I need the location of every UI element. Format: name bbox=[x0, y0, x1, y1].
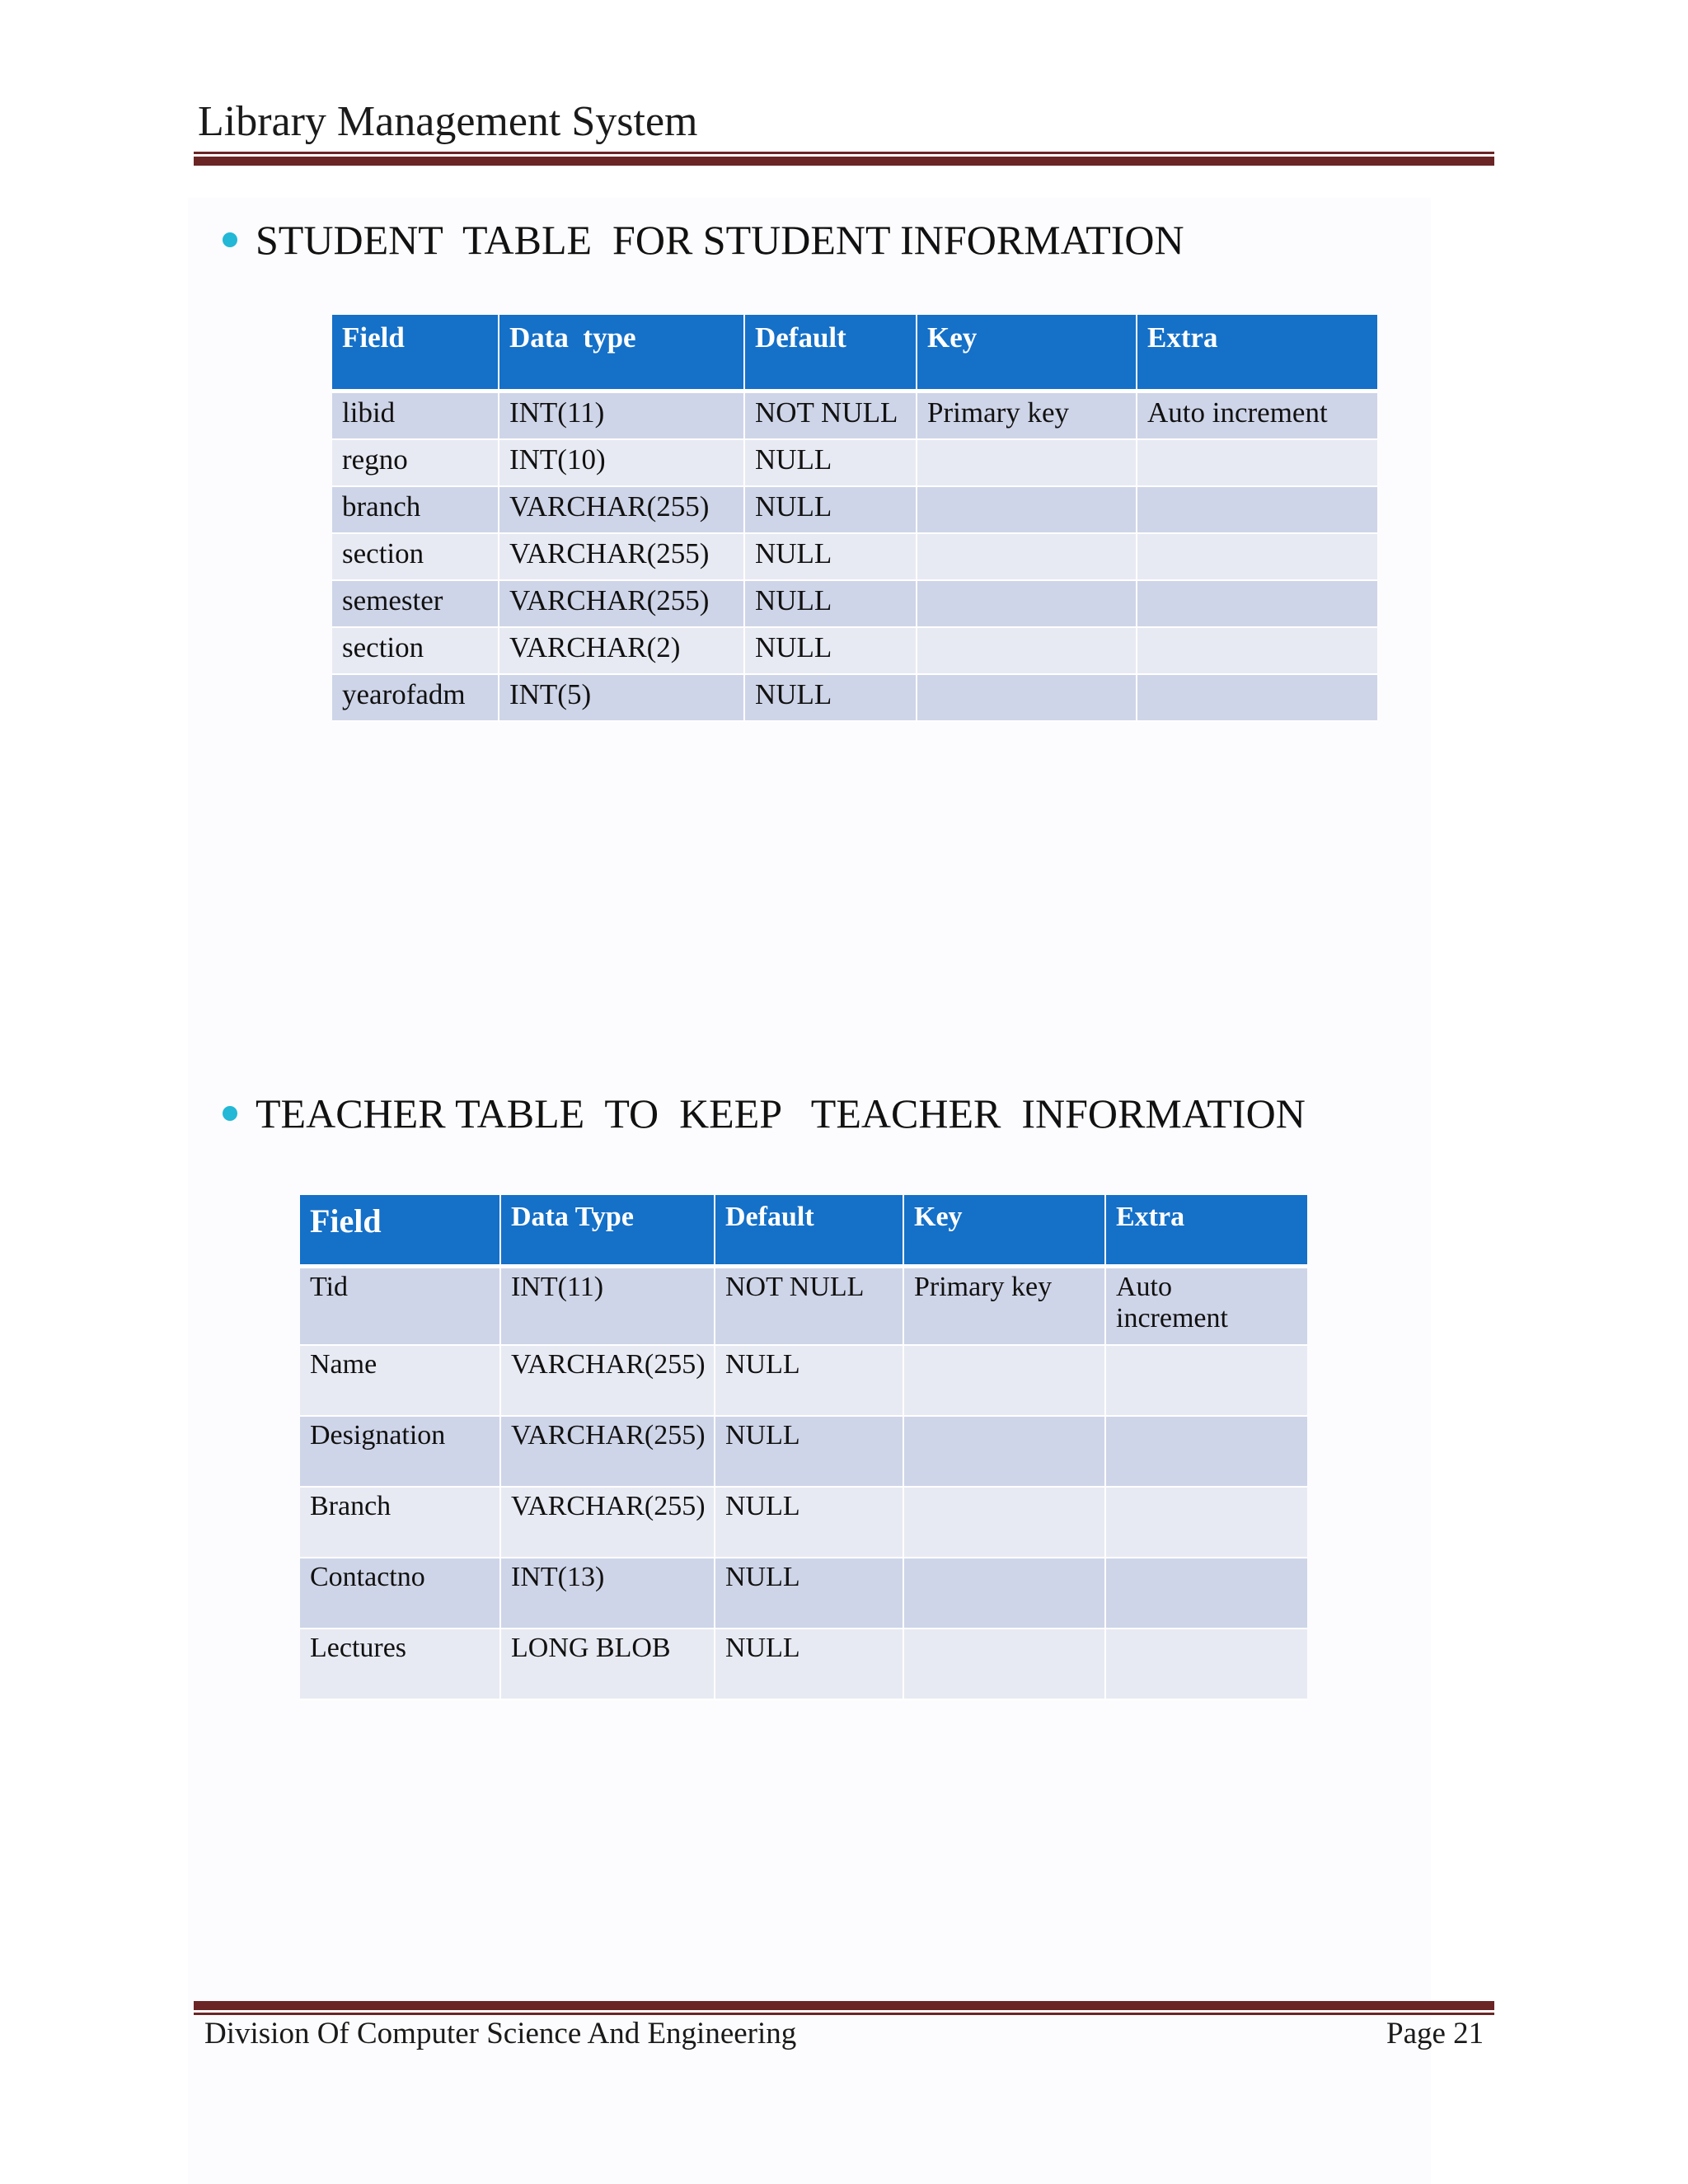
table-cell bbox=[1106, 1346, 1307, 1417]
table-cell: VARCHAR(255) bbox=[499, 581, 745, 628]
table-row bbox=[332, 628, 1377, 675]
column-header: Field bbox=[332, 315, 499, 393]
table-cell bbox=[917, 581, 1137, 628]
footer-division: Division Of Computer Science And Engineering bbox=[204, 2017, 797, 2050]
table-cell bbox=[917, 487, 1137, 534]
table-cell: Auto increment bbox=[1137, 393, 1377, 440]
table-row bbox=[300, 1417, 1307, 1488]
table-cell: Primary key bbox=[917, 393, 1137, 440]
table-cell: Name bbox=[300, 1346, 501, 1417]
table-cell: section bbox=[332, 628, 499, 675]
table-cell bbox=[1137, 675, 1377, 722]
table-cell bbox=[1137, 581, 1377, 628]
table-cell: NULL bbox=[745, 440, 917, 487]
student-table-header-row bbox=[332, 315, 1377, 393]
header-rule-thick bbox=[194, 157, 1494, 166]
table-cell: INT(13) bbox=[501, 1558, 715, 1629]
table-cell: yearofadm bbox=[332, 675, 499, 722]
footer-rule-thick bbox=[194, 2001, 1494, 2010]
table-cell bbox=[1106, 1629, 1307, 1700]
table-cell: INT(11) bbox=[499, 393, 745, 440]
table-cell: VARCHAR(255) bbox=[499, 487, 745, 534]
table-cell: branch bbox=[332, 487, 499, 534]
table-cell: NULL bbox=[715, 1417, 904, 1488]
table-row bbox=[332, 581, 1377, 628]
table-row bbox=[300, 1488, 1307, 1558]
table-cell: NULL bbox=[715, 1629, 904, 1700]
student-heading-text: STUDENT TABLE FOR STUDENT INFORMATION bbox=[256, 217, 1184, 263]
table-cell bbox=[917, 675, 1137, 722]
table-cell: NULL bbox=[745, 675, 917, 722]
bullet-icon bbox=[223, 1106, 237, 1121]
column-header: Field bbox=[300, 1195, 501, 1268]
teacher-table bbox=[300, 1195, 1307, 1700]
table-cell bbox=[1137, 487, 1377, 534]
table-row bbox=[332, 534, 1377, 581]
table-cell: Designation bbox=[300, 1417, 501, 1488]
table-cell: semester bbox=[332, 581, 499, 628]
teacher-heading-text: TEACHER TABLE TO KEEP TEACHER INFORMATION bbox=[256, 1090, 1306, 1137]
table-cell: Primary key bbox=[904, 1268, 1106, 1346]
table-cell bbox=[1137, 440, 1377, 487]
table-cell bbox=[917, 440, 1137, 487]
column-header: Extra bbox=[1106, 1195, 1307, 1268]
table-cell bbox=[1106, 1417, 1307, 1488]
column-header: Key bbox=[917, 315, 1137, 393]
page-title: Library Management System bbox=[198, 98, 698, 145]
table-cell: NOT NULL bbox=[715, 1268, 904, 1346]
table-row bbox=[300, 1558, 1307, 1629]
table-row bbox=[332, 487, 1377, 534]
table-cell bbox=[904, 1558, 1106, 1629]
header-rule-thin bbox=[194, 152, 1494, 154]
table-row bbox=[300, 1346, 1307, 1417]
table-cell: INT(5) bbox=[499, 675, 745, 722]
table-cell: regno bbox=[332, 440, 499, 487]
table-cell bbox=[904, 1629, 1106, 1700]
table-row bbox=[332, 440, 1377, 487]
column-header: Data type bbox=[499, 315, 745, 393]
table-cell bbox=[904, 1417, 1106, 1488]
table-cell: Lectures bbox=[300, 1629, 501, 1700]
table-cell: Branch bbox=[300, 1488, 501, 1558]
table-cell: VARCHAR(255) bbox=[501, 1417, 715, 1488]
teacher-table-header-row bbox=[300, 1195, 1307, 1268]
table-cell bbox=[1137, 534, 1377, 581]
page-number: Page 21 bbox=[1386, 2017, 1484, 2050]
table-cell: NULL bbox=[715, 1488, 904, 1558]
table-cell: NULL bbox=[745, 581, 917, 628]
table-cell: Tid bbox=[300, 1268, 501, 1346]
table-cell: Auto increment bbox=[1106, 1268, 1307, 1346]
table-cell bbox=[904, 1346, 1106, 1417]
column-header: Key bbox=[904, 1195, 1106, 1268]
table-cell bbox=[917, 534, 1137, 581]
column-header: Default bbox=[715, 1195, 904, 1268]
column-header: Default bbox=[745, 315, 917, 393]
table-cell: NOT NULL bbox=[745, 393, 917, 440]
table-cell: VARCHAR(255) bbox=[501, 1346, 715, 1417]
table-cell: NULL bbox=[745, 628, 917, 675]
table-cell: INT(10) bbox=[499, 440, 745, 487]
table-row bbox=[332, 675, 1377, 722]
bullet-icon bbox=[223, 232, 237, 247]
table-cell: LONG BLOB bbox=[501, 1629, 715, 1700]
table-cell: libid bbox=[332, 393, 499, 440]
table-cell bbox=[904, 1488, 1106, 1558]
table-cell bbox=[1137, 628, 1377, 675]
table-cell: VARCHAR(255) bbox=[501, 1488, 715, 1558]
table-row bbox=[332, 393, 1377, 440]
table-cell bbox=[1106, 1488, 1307, 1558]
teacher-section-heading bbox=[223, 1090, 1306, 1137]
table-cell: Contactno bbox=[300, 1558, 501, 1629]
table-cell bbox=[917, 628, 1137, 675]
table-cell bbox=[1106, 1558, 1307, 1629]
table-cell: VARCHAR(255) bbox=[499, 534, 745, 581]
footer-rule-thin bbox=[194, 2013, 1494, 2015]
student-section-heading bbox=[223, 216, 1184, 264]
table-cell: NULL bbox=[745, 487, 917, 534]
table-cell: VARCHAR(2) bbox=[499, 628, 745, 675]
table-row bbox=[300, 1629, 1307, 1700]
table-cell: NULL bbox=[745, 534, 917, 581]
table-cell: NULL bbox=[715, 1346, 904, 1417]
table-row bbox=[300, 1268, 1307, 1346]
table-cell: INT(11) bbox=[501, 1268, 715, 1346]
table-cell: NULL bbox=[715, 1558, 904, 1629]
student-table bbox=[332, 315, 1377, 722]
column-header: Extra bbox=[1137, 315, 1377, 393]
table-cell: section bbox=[332, 534, 499, 581]
column-header: Data Type bbox=[501, 1195, 715, 1268]
